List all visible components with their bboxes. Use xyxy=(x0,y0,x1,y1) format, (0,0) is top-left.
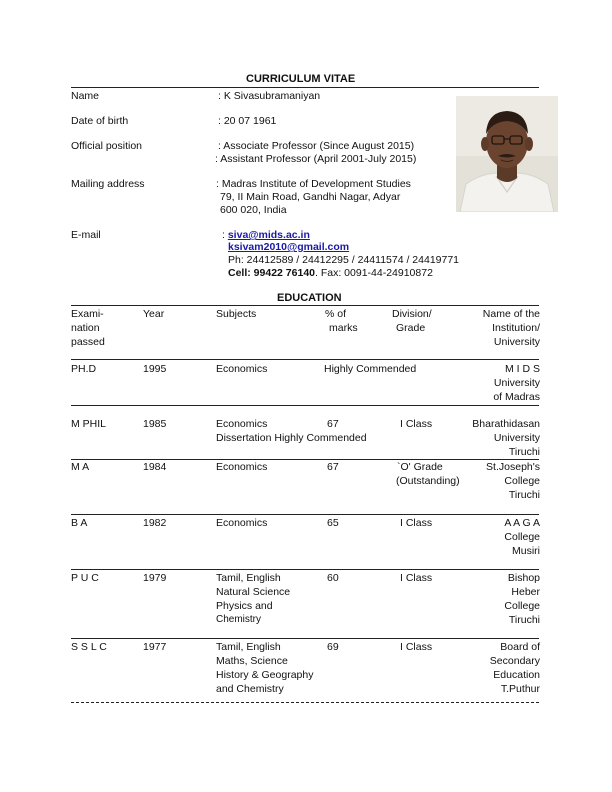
cell-line xyxy=(228,266,433,280)
header-rule xyxy=(71,359,539,360)
header-subjects: Subjects xyxy=(216,308,257,320)
row-phd-year: 1995 xyxy=(143,363,167,375)
dob-label: Date of birth xyxy=(71,115,129,127)
row-mphil-year: 1985 xyxy=(143,418,167,430)
header-division: Division/ Grade xyxy=(392,308,432,334)
header-institution: Name of the Institution/ University xyxy=(482,308,540,348)
title-rule xyxy=(71,87,539,88)
row-puc-marks: 60 xyxy=(327,572,339,584)
row-phd-institution: M I D S University of Madras xyxy=(493,363,540,403)
row-sslc-institution: Board of Secondary Education T.Puthur xyxy=(489,641,540,695)
email-line-2 xyxy=(228,240,349,254)
row-ma-year: 1984 xyxy=(143,461,167,473)
position-label: Official position xyxy=(71,140,143,152)
education-heading: EDUCATION xyxy=(277,292,342,304)
cell-value: : 99422 76140 xyxy=(247,267,315,279)
page-title: CURRICULUM VITAE xyxy=(246,73,356,85)
row-ba-marks: 65 xyxy=(327,517,339,529)
row-rule-4 xyxy=(71,569,539,570)
fax-text: . Fax: 0091-44-24910872 xyxy=(315,267,433,279)
row-ba-subjects: Economics xyxy=(216,517,268,529)
row-mphil-division: I Class xyxy=(400,418,433,430)
row-phd-exam: PH.D xyxy=(71,363,97,375)
name-label: Name xyxy=(71,90,100,102)
row-ma-institution: St.Joseph's College Tiruchi xyxy=(486,461,540,501)
row-puc-subjects: Tamil, English Natural Science Physics and Chemistry xyxy=(216,572,291,625)
row-mphil-institution: Bharathidasan University Tiruchi xyxy=(472,418,540,458)
row-mphil-subjects: Economics Dissertation Highly Commended xyxy=(216,418,367,444)
education-heading-rule xyxy=(71,305,539,306)
email-label: E-mail xyxy=(71,229,101,241)
row-rule-5 xyxy=(71,638,539,639)
email-link-2[interactable]: ksivam2010@gmail.com xyxy=(228,241,350,253)
row-sslc-division: I Class xyxy=(400,641,433,653)
row-ma-exam: M A xyxy=(71,461,90,473)
row-puc-exam: P U C xyxy=(71,572,99,584)
row-ba-division: I Class xyxy=(400,517,433,529)
address-line-1: : Madras Institute of Development Studies xyxy=(216,178,411,190)
row-mphil-exam: M PHIL xyxy=(71,418,107,430)
row-ba-institution: A A G A College Musiri xyxy=(504,517,540,557)
row-ba-exam: B A xyxy=(71,517,88,529)
row-sslc-subjects: Tamil, English Maths, Science History & Geography and Chemistry xyxy=(216,641,314,695)
address-line-3: 600 020, India xyxy=(220,204,287,216)
header-marks: % of marks xyxy=(325,308,358,334)
portrait-photo xyxy=(456,96,558,212)
row-rule-2 xyxy=(71,459,539,460)
portrait-photo-image xyxy=(456,96,558,212)
row-puc-institution: Bishop Heber College Tiruchi xyxy=(504,572,540,626)
row-puc-division: I Class xyxy=(400,572,433,584)
row-rule-3 xyxy=(71,514,539,515)
row-ba-year: 1982 xyxy=(143,517,167,529)
table-bottom-rule xyxy=(71,702,539,703)
position-line-1: : Associate Professor (Since August 2015) xyxy=(218,140,415,152)
row-phd-marks: Highly Commended xyxy=(324,363,417,375)
row-ma-division: `O' Grade (Outstanding) xyxy=(396,461,460,487)
row-sslc-year: 1977 xyxy=(143,641,167,653)
address-label: Mailing address xyxy=(71,178,145,190)
row-sslc-marks: 69 xyxy=(327,641,339,653)
row-rule-1 xyxy=(71,405,539,406)
row-sslc-exam: S S L C xyxy=(71,641,107,653)
row-ma-marks: 67 xyxy=(327,461,339,473)
header-year: Year xyxy=(143,308,165,320)
phone-line: Ph: 24412589 / 24412295 / 24411574 / 24419771 xyxy=(228,254,460,266)
position-line-2: : Assistant Professor (April 2001-July 2015) xyxy=(215,153,417,165)
address-line-2: 79, II Main Road, Gandhi Nagar, Adyar xyxy=(220,191,401,203)
header-exam: Exami- nation passed xyxy=(71,308,105,348)
row-puc-year: 1979 xyxy=(143,572,167,584)
row-phd-subjects: Economics xyxy=(216,363,268,375)
email-prefix: : xyxy=(222,229,228,241)
cell-label: Cell xyxy=(228,267,248,279)
dob-value: : 20 07 1961 xyxy=(218,115,277,127)
row-mphil-marks: 67 xyxy=(327,418,339,430)
email-link-1[interactable]: siva@mids.ac.in xyxy=(227,229,310,241)
row-ma-subjects: Economics xyxy=(216,461,268,473)
name-value: : K Sivasubramaniyan xyxy=(218,90,321,102)
